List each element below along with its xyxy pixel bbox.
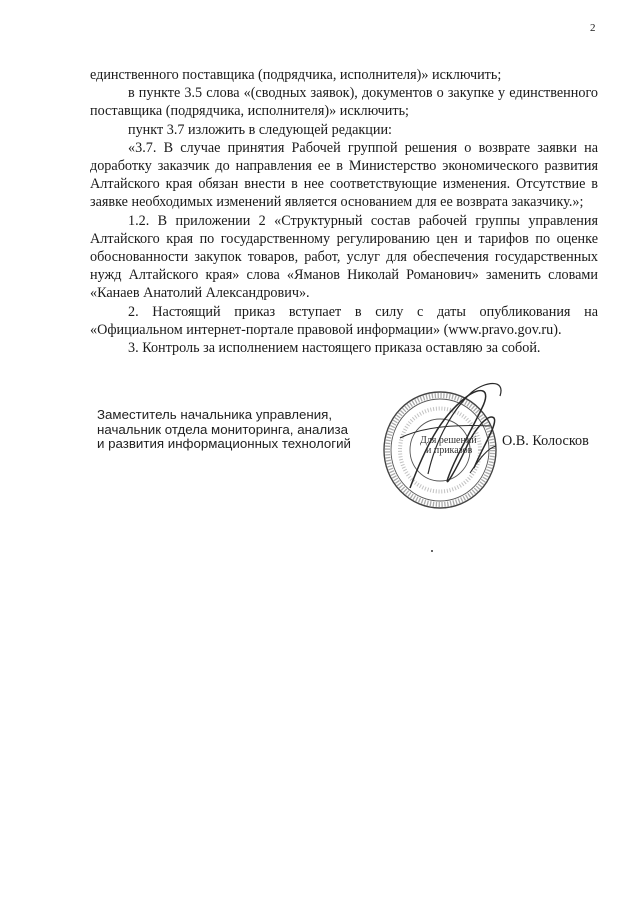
paragraph-6: 2. Настоящий приказ вступает в силу с даты опубликования на «Официальном интернет-портале правовой информации» (www.pravo.gov.ru). [90,303,598,338]
signer-position-line-3: и развития информационных технологий [97,436,351,451]
document-body [90,66,598,357]
signer-position-line-1: Заместитель начальника управления, [97,407,333,422]
signer-position [97,408,351,452]
scan-dot [431,550,433,552]
paragraph-3: пункт 3.7 изложить в следующей редакции: [128,121,392,138]
paragraph-5: 1.2. В приложении 2 «Структурный состав рабочей группы управления Алтайского края по государственному регулированию цен и тарифов по оценке обоснованности закупок товаров, работ, услуг для обеспечения государственных нужд Алтайского края» слова «Яманов Николай Романович» заменить словами «Канаев Анатолий Александрович». [90,212,598,302]
page-number: 2 [590,22,596,34]
paragraph-2: в пункте 3.5 слова «(сводных заявок), документов о закупке у единственного поставщика (подрядчика, исполнителя)» исключить; [90,85,598,120]
stamp-text-line-2: и приказов [426,445,473,456]
paragraph-7: 3. Контроль за исполнением настоящего приказа оставляю за собой. [128,340,541,357]
signer-name: О.В. Колосков [502,433,589,449]
paragraph-1: единственного поставщика (подрядчика, исполнителя)» исключить; [90,67,502,83]
stamp-text-line-1: Для решений [420,435,477,446]
paragraph-4: «3.7. В случае принятия Рабочей группой решения о возврате заявки на доработку заказчик до направления ее в Министерство экономического развития Алтайского края обязан внести в нее соответствующие изменения. Отсутствие в заявке необходимых изменений является основанием для ее возврата заказчику.»; [90,139,598,211]
signer-position-line-2: начальник отдела мониторинга, анализа [97,421,349,437]
